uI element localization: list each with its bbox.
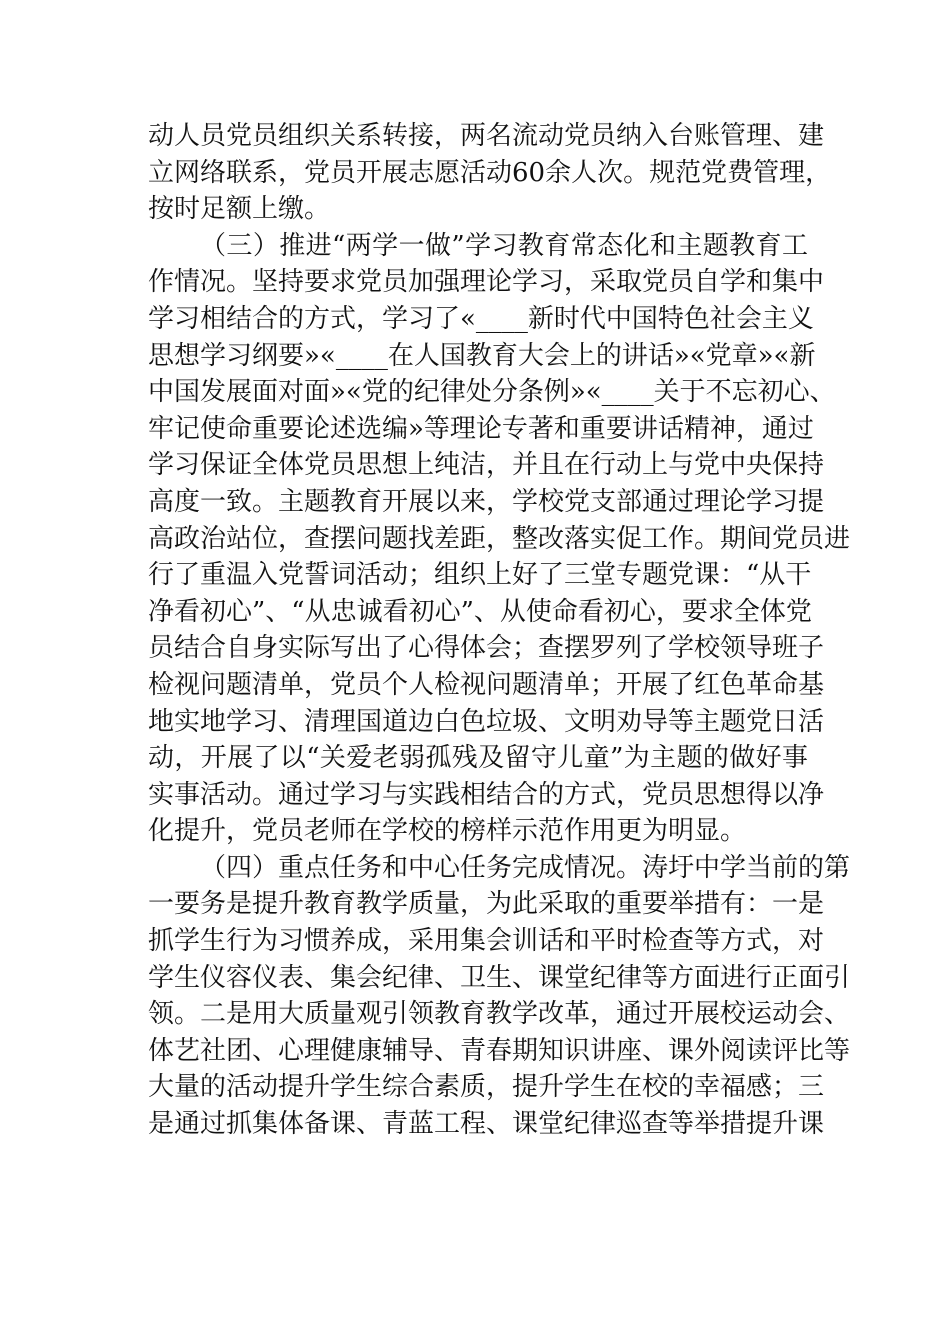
text-line: 学习相结合的方式，学习了«____新时代中国特色社会主义 bbox=[148, 303, 814, 334]
text-line: 化提升，党员老师在学校的榜样示范作用更为明显。 bbox=[148, 816, 747, 847]
text-line: 思想学习纲要»«____在人国教育大会上的讲话»«党章»«新 bbox=[148, 340, 816, 371]
text-line: 是通过抓集体备课、青蓝工程、课堂纪律巡查等举措提升课 bbox=[148, 1109, 825, 1140]
text-line: 抓学生行为习惯养成，采用集会训话和平时检查等方式，对 bbox=[148, 926, 825, 957]
text-line: 大量的活动提升学生综合素质，提升学生在校的幸福感；三 bbox=[148, 1072, 825, 1103]
text-line: 体艺社团、心理健康辅导、青春期知识讲座、课外阅读评比等 bbox=[148, 1035, 851, 1066]
text-line: 动，开展了以“关爱老弱孤残及留守儿童”为主题的做好事 bbox=[148, 743, 808, 774]
text-line: 领。二是用大质量观引领教育教学改革，通过开展校运动会、 bbox=[148, 999, 851, 1030]
text-line: 立网络联系，党员开展志愿活动60余人次。规范党费管理， bbox=[148, 157, 832, 188]
text-line: （四）重点任务和中心任务完成情况。涛圩中学当前的第 bbox=[200, 852, 851, 883]
text-line: 牢记使命重要论述选编»等理论专著和重要讲话精神，通过 bbox=[148, 413, 814, 444]
text-line: 高政治站位，查摆问题找差距，整改落实促工作。期间党员进 bbox=[148, 523, 851, 554]
text-line: （三）推进“两学一做”学习教育常态化和主题教育工 bbox=[200, 230, 808, 261]
text-line: 检视问题清单，党员个人检视问题清单；开展了红色革命基 bbox=[148, 669, 825, 700]
text-line: 中国发展面对面»«党的纪律处分条例»«____关于不忘初心、 bbox=[148, 377, 836, 408]
text-line: 实事活动。通过学习与实践相结合的方式，党员思想得以净 bbox=[148, 779, 825, 810]
text-line: 高度一致。主题教育开展以来，学校党支部通过理论学习提 bbox=[148, 486, 825, 517]
text-line: 按时足额上缴。 bbox=[148, 194, 331, 225]
text-line: 动人员党员组织关系转接，两名流动党员纳入台账管理、建 bbox=[148, 121, 825, 151]
text-line: 一要务是提升教育教学质量，为此采取的重要举措有：一是 bbox=[148, 889, 825, 920]
text-line: 行了重温入党誓词活动；组织上好了三堂专题党课：“从干 bbox=[148, 560, 812, 591]
text-line: 地实地学习、清理国道边白色垃圾、文明劝导等主题党日活 bbox=[148, 706, 825, 737]
text-line: 作情况。坚持要求党员加强理论学习，采取党员自学和集中 bbox=[148, 267, 825, 298]
text-line: 学习保证全体党员思想上纯洁，并且在行动上与党中央保持 bbox=[148, 450, 825, 481]
text-line: 净看初心”、“从忠诚看初心”、从使命看初心，要求全体党 bbox=[148, 596, 812, 627]
document-body bbox=[148, 118, 851, 1143]
text-line: 员结合自身实际写出了心得体会；查摆罗列了学校领导班子 bbox=[148, 633, 825, 664]
text-line: 学生仪容仪表、集会纪律、卫生、课堂纪律等方面进行正面引 bbox=[148, 962, 851, 993]
